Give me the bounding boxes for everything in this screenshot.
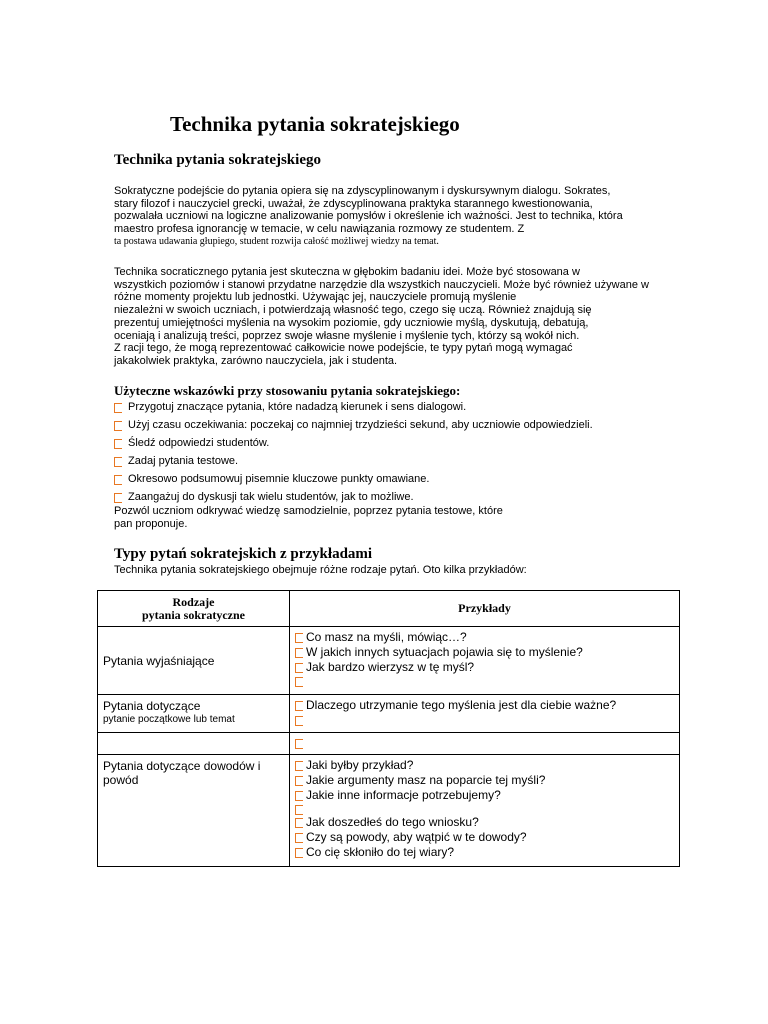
- paragraph-line: jakakolwiek praktyka, zarówno nauczyciela, jak i studenta.: [114, 354, 398, 367]
- section2-heading: Użyteczne wskazówki przy stosowaniu pytania sokratejskiego:: [114, 383, 461, 398]
- paragraph-line: maestro profesa ignorancję w temacie, w celu nawiązania rozmowy ze studentem. Z: [114, 223, 525, 236]
- document-title: Technika pytania sokratejskiego: [170, 112, 460, 136]
- paragraph-line: Pozwól uczniom odkrywać wiedzę samodzielnie, poprzez pytania testowe, które: [114, 505, 503, 517]
- table-row: [98, 627, 680, 695]
- list-item: Użyj czasu oczekiwania: poczekaj co najmniej trzydzieści sekund, aby uczniowie odpowiedzieli.: [114, 419, 593, 437]
- type-cell: Pytania dotyczące dowodów i powód: [98, 755, 290, 867]
- list-item: Okresowo podsumowuj pisemnie kluczowe punkty omawiane.: [114, 473, 593, 491]
- bracket-bullet-icon: [295, 818, 303, 828]
- question-types-table: [97, 590, 680, 867]
- tips-closing: [114, 505, 503, 530]
- paragraph-line: pan proponuje.: [114, 517, 188, 530]
- bracket-bullet-icon: [295, 716, 303, 726]
- list-item: Zadaj pytania testowe.: [114, 455, 593, 473]
- bracket-bullet-icon: [295, 648, 303, 658]
- bracket-bullet-icon: [114, 475, 122, 485]
- bracket-bullet-icon: [114, 493, 122, 503]
- paragraph-line: Z racji tego, że mogą reprezentować całkowicie nowe podejście, te typy pytań mogą wymagać: [114, 342, 573, 355]
- bracket-bullet-icon: [295, 791, 303, 801]
- table-header-row: [98, 591, 680, 627]
- example-item: Co masz na myśli, mówiąc…?: [295, 630, 674, 645]
- example-item: [295, 674, 674, 687]
- table-row: [98, 755, 680, 867]
- bracket-bullet-icon: [295, 677, 303, 687]
- example-item: Jakie inne informacje potrzebujemy?: [295, 788, 674, 803]
- example-item: Co cię skłoniło do tej wiary?: [295, 845, 674, 860]
- list-item: Zaangażuj do dyskusji tak wielu studentów, jak to możliwe.: [114, 491, 593, 505]
- section1-paragraph1: [114, 185, 623, 249]
- bracket-bullet-icon: [295, 739, 303, 749]
- example-item: [295, 802, 674, 815]
- example-item: W jakich innych sytuacjach pojawia się to myślenie?: [295, 645, 674, 660]
- table-row: [98, 695, 680, 733]
- bracket-bullet-icon: [295, 833, 303, 843]
- paragraph-line: pozwalała uczniowi na logiczne analizowanie pomysłów i określenie ich ważności. Jest to technika, która: [114, 210, 623, 223]
- bracket-bullet-icon: [295, 848, 303, 858]
- bracket-bullet-icon: [114, 421, 122, 431]
- examples-cell: [290, 695, 680, 733]
- section3-intro: Technika pytania sokratejskiego obejmuje różne rodzaje pytań. Oto kilka przykładów:: [114, 564, 527, 576]
- example-item: [295, 736, 674, 749]
- bracket-bullet-icon: [295, 633, 303, 643]
- type-cell: Pytania dotyczące pytanie początkowe lub temat: [98, 695, 290, 733]
- example-item: [295, 713, 674, 726]
- paragraph-line: Sokratyczne podejście do pytania opiera się na zdyscyplinowanym i dyskursywnym dialogu. Sokrates,: [114, 185, 611, 197]
- example-item: Czy są powody, aby wątpić w te dowody?: [295, 830, 674, 845]
- bracket-bullet-icon: [295, 776, 303, 786]
- paragraph-line: oceniają i analizują treści, poprzez swoje własne myślenie i myślenie tych, którzy są wokół nich.: [114, 329, 580, 342]
- example-item: Jak doszedłeś do tego wniosku?: [295, 815, 674, 830]
- table-row: [98, 733, 680, 755]
- type-cell: Pytania wyjaśniające: [98, 627, 290, 695]
- example-item: Jakie argumenty masz na poparcie tej myśli?: [295, 773, 674, 788]
- bracket-bullet-icon: [295, 805, 303, 815]
- examples-cell: [290, 733, 680, 755]
- paragraph-line: wszystkich poziomów i stanowi przydatne narzędzie dla wszystkich nauczycieli. Może być również używane w: [114, 278, 649, 291]
- list-item: Śledź odpowiedzi studentów.: [114, 437, 593, 455]
- examples-cell: [290, 627, 680, 695]
- bracket-bullet-icon: [295, 761, 303, 771]
- example-item: Jak bardzo wierzysz w tę myśl?: [295, 660, 674, 675]
- paragraph-line: Technika socratiсznego pytania jest skuteczna w głębokim badaniu idei. Może być stosowana w: [114, 266, 580, 278]
- bracket-bullet-icon: [114, 439, 122, 449]
- list-item: Przygotuj znaczące pytania, które nadadzą kierunek i sens dialogowi.: [114, 401, 593, 419]
- paragraph-line: różne momenty projektu lub jednostki. Używając jej, nauczyciele promują myślenie: [114, 291, 517, 304]
- paragraph-line: ta postawa udawania głupiego, student rozwija całość możliwej wiedzy na temat.: [114, 235, 439, 247]
- bracket-bullet-icon: [295, 701, 303, 711]
- header-cell-types: Rodzaje pytania sokratyczne: [98, 591, 290, 627]
- header-cell-examples: Przykłady: [290, 591, 680, 627]
- type-cell: [98, 733, 290, 755]
- bracket-bullet-icon: [114, 403, 122, 413]
- paragraph-line: stary filozof i nauczyciel grecki, uważał, że zdyscyplinowana praktyka starannego kwestionowania,: [114, 197, 593, 210]
- section1-paragraph2: [114, 266, 649, 368]
- bracket-bullet-icon: [114, 457, 122, 467]
- section3-heading: Typy pytań sokratejskich z przykładami: [114, 546, 373, 562]
- paragraph-line: niezależni w swoich uczniach, i potwierdzają własność tego, czego się uczą. Również znajdują się: [114, 304, 592, 317]
- paragraph-line: prezentuj umiejętności myślenia na wysokim poziomie, gdy uczniowie myślą, dyskutują, debatują,: [114, 316, 589, 329]
- tips-list: [114, 401, 593, 505]
- examples-cell: [290, 755, 680, 867]
- example-item: Dlaczego utrzymanie tego myślenia jest dla ciebie ważne?: [295, 698, 674, 713]
- example-item: Jaki byłby przykład?: [295, 758, 674, 773]
- section1-heading: Technika pytania sokratejskiego: [114, 152, 321, 168]
- bracket-bullet-icon: [295, 663, 303, 673]
